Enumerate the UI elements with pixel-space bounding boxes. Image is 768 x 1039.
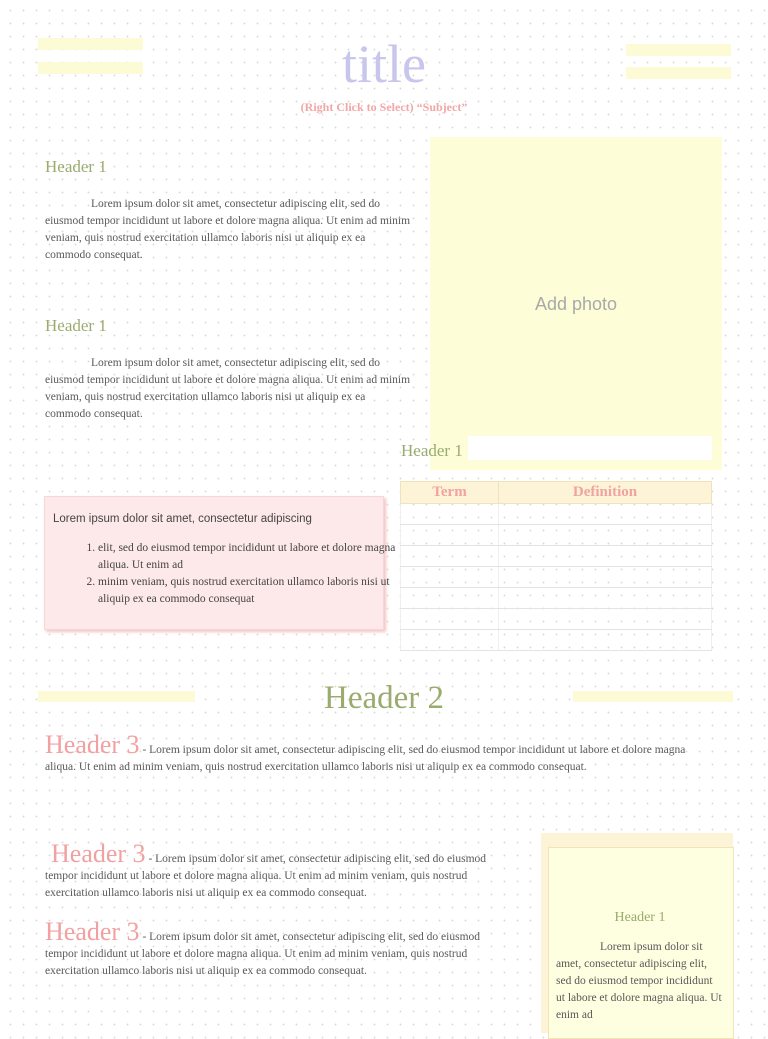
table-column-term[interactable]: Term	[401, 482, 499, 504]
table-cell[interactable]	[401, 609, 499, 630]
table-cell[interactable]	[401, 630, 499, 651]
header3-title[interactable]: Header 3	[45, 730, 140, 759]
table-cell[interactable]	[499, 567, 712, 588]
header3-text[interactable]: - Lorem ipsum dolor sit amet, consectetur adipiscing elit, sed do eiusmod tempor incididunt ut labore et dolore magna aliqua. Ut enim ad minim veniam, quis nostrud exercitation ullamco laboris nisi ut aliquip ex ea commodo consequat.	[45, 931, 481, 977]
add-photo-label[interactable]: Add photo	[534, 294, 618, 314]
table-cell[interactable]	[499, 546, 712, 567]
table-section-header[interactable]: Header 1	[401, 441, 463, 460]
page-title[interactable]: title	[342, 34, 426, 94]
section1-text[interactable]: Lorem ipsum dolor sit amet, consectetur adipiscing elit, sed do eiusmod tempor incididunt ut labore et dolore magna aliqua. Ut enim ad minim veniam, quis nostrud exercitation ullamco laboris nisi ut aliquip ex ea commodo consequat.	[45, 198, 411, 261]
section2-header[interactable]: Header 1	[45, 316, 107, 335]
table-column-definition[interactable]: Definition	[499, 482, 712, 504]
table-cell[interactable]	[499, 504, 712, 525]
table-row	[401, 504, 712, 525]
section1-header[interactable]: Header 1	[45, 157, 107, 176]
table-row	[401, 567, 712, 588]
table-cell[interactable]	[401, 504, 499, 525]
table-header-strip	[468, 436, 712, 460]
callout-intro[interactable]: Lorem ipsum dolor sit amet, consectetur adipiscing	[53, 513, 312, 525]
table-cell[interactable]	[499, 588, 712, 609]
table-row	[401, 630, 712, 651]
page-subtitle[interactable]: (Right Click to Select) “Subject”	[300, 100, 468, 114]
header3-text[interactable]: - Lorem ipsum dolor sit amet, consectetur adipiscing elit, sed do eiusmod tempor incididunt ut labore et dolore magna aliqua. Ut enim ad minim veniam, quis nostrud exercitation ullamco laboris nisi ut aliquip ex ea commodo consequat.	[45, 744, 686, 773]
table-cell[interactable]	[499, 630, 712, 651]
callout-list-item[interactable]: 1. elit, sed do eiusmod tempor incididunt ut labore et dolore magna aliqua. Ut enim ad	[98, 540, 418, 574]
table-cell[interactable]	[499, 609, 712, 630]
table-cell[interactable]	[499, 525, 712, 546]
section-header-2[interactable]: Header 2	[323, 680, 444, 716]
callout-list	[53, 540, 418, 608]
term-definition-table	[400, 481, 712, 651]
header3-block	[45, 730, 705, 776]
callout-list-item[interactable]: 2. minim veniam, quis nostrud exercitation ullamco laboris nisi ut aliquip ex ea commodo consequat	[98, 574, 418, 608]
header3-block	[45, 917, 515, 980]
header3-block	[45, 839, 515, 902]
sidebar-text	[556, 939, 724, 1024]
table-row	[401, 546, 712, 567]
header3-title[interactable]: Header 3	[45, 917, 140, 946]
header3-title[interactable]: Header 3	[51, 839, 146, 868]
table-row	[401, 525, 712, 546]
sidebar-text-content[interactable]: Lorem ipsum dolor sit amet, consectetur adipiscing elit, sed do eiusmod tempor incididunt ut labore et dolore magna aliqua. Ut enim ad	[556, 941, 722, 1021]
table-row	[401, 609, 712, 630]
section2-text[interactable]: Lorem ipsum dolor sit amet, consectetur adipiscing elit, sed do eiusmod tempor incididunt ut labore et dolore magna aliqua. Ut enim ad minim veniam, quis nostrud exercitation ullamco laboris nisi ut aliquip ex ea commodo consequat.	[45, 357, 411, 420]
header3-text[interactable]: - Lorem ipsum dolor sit amet, consectetur adipiscing elit, sed do eiusmod tempor incididunt ut labore et dolore magna aliqua. Ut enim ad minim veniam, quis nostrud exercitation ullamco laboris nisi ut aliquip ex ea commodo consequat.	[45, 853, 487, 899]
sidebar-header[interactable]: Header 1	[614, 910, 666, 925]
table-row	[401, 588, 712, 609]
